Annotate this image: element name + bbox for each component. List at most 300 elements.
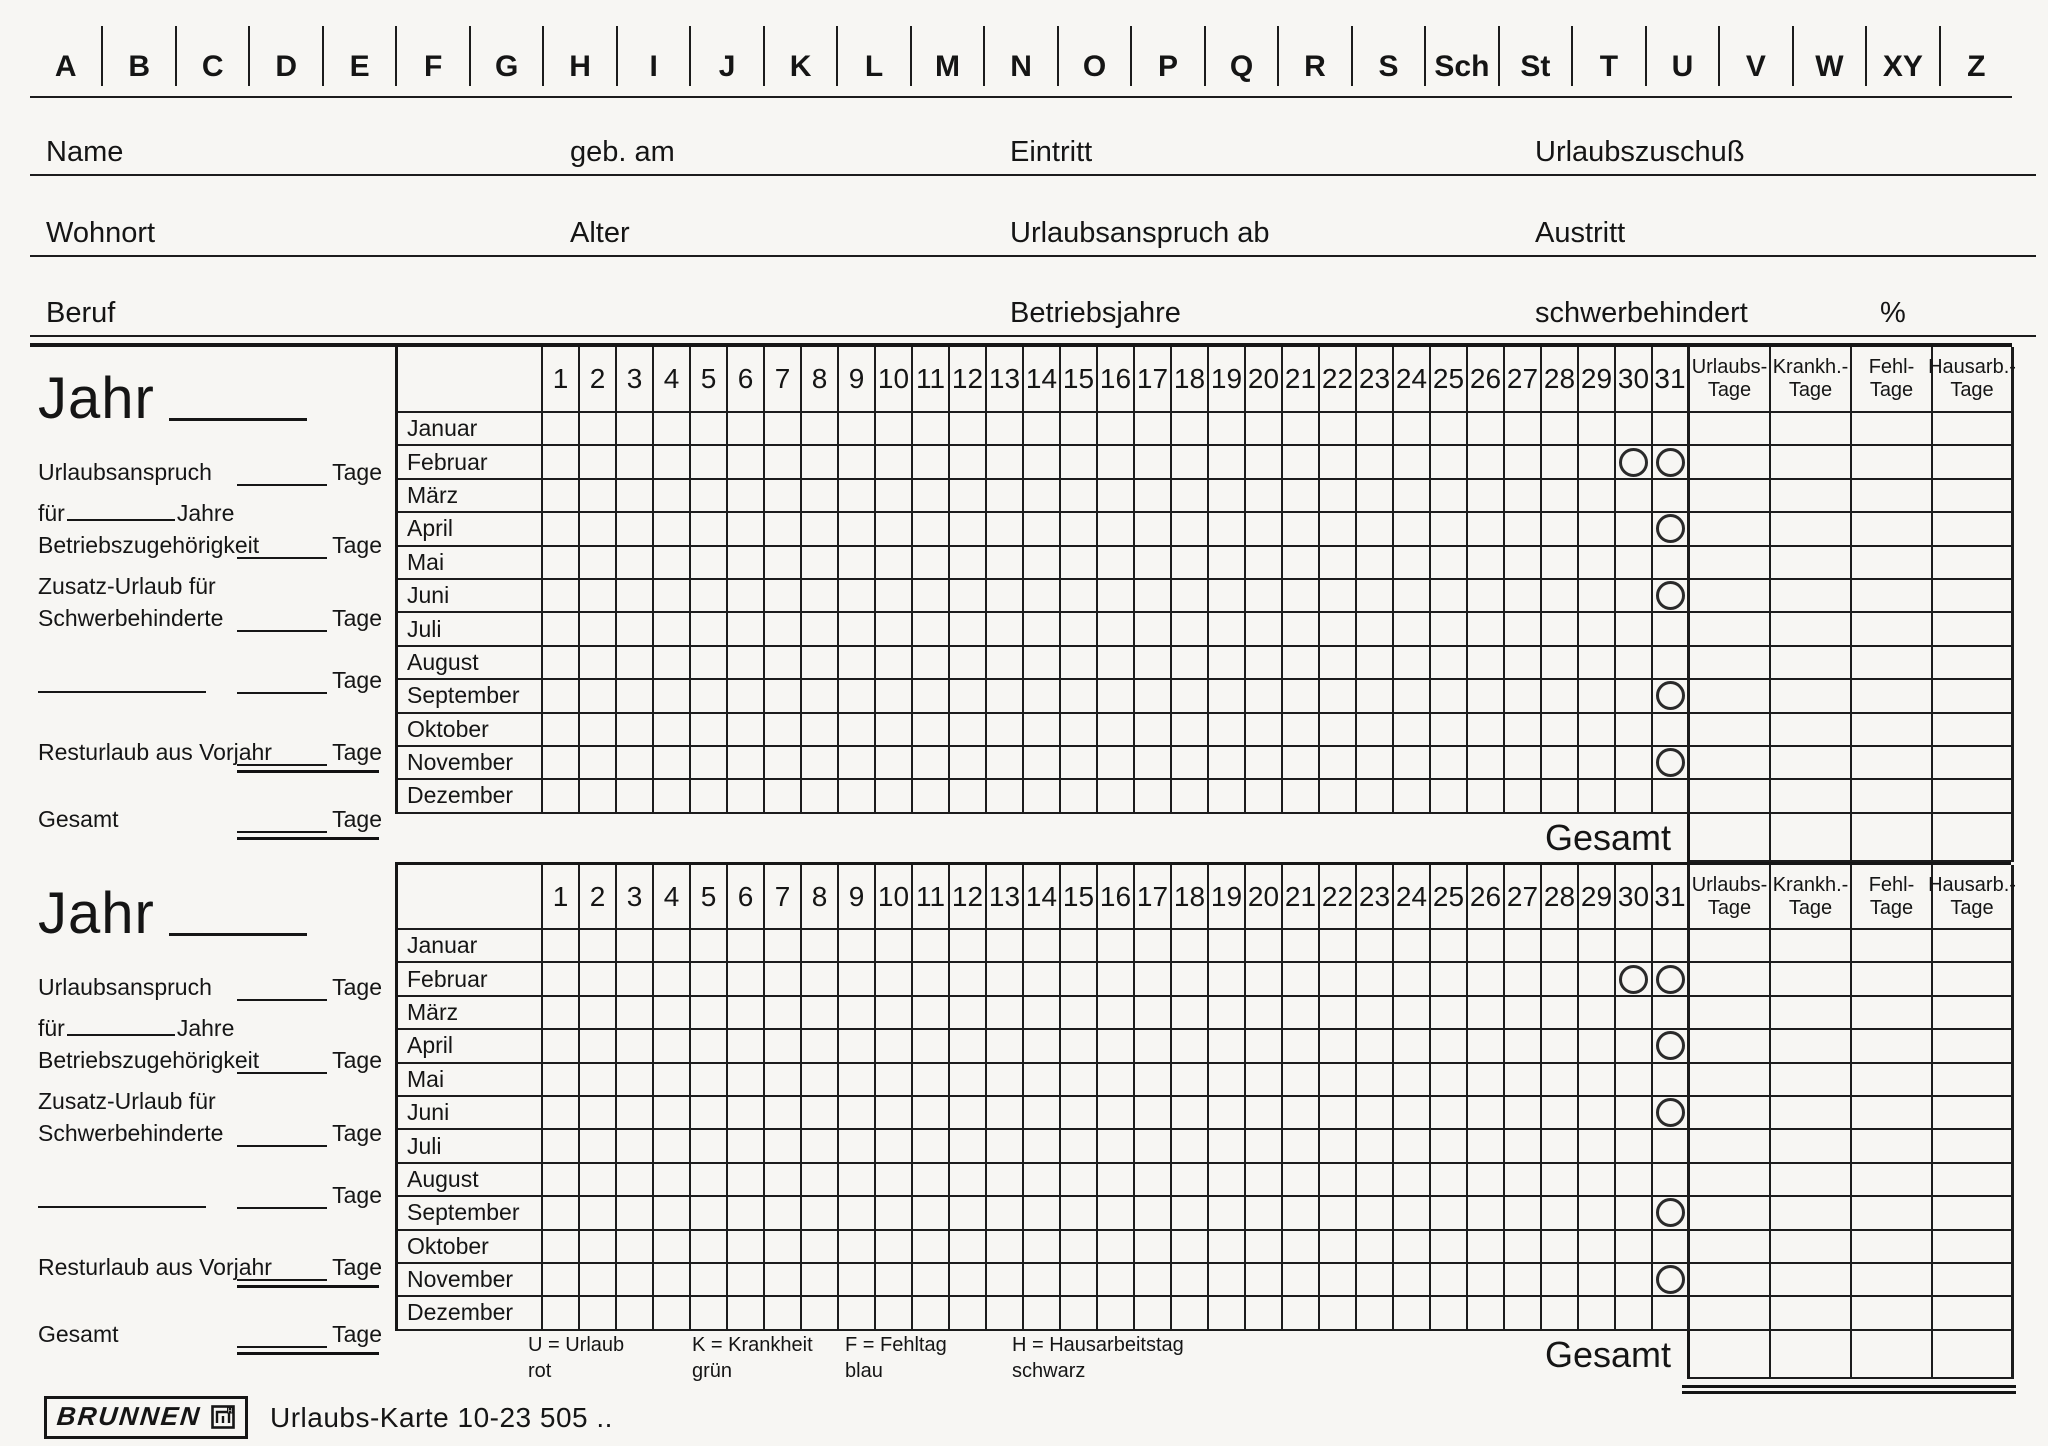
day-cell[interactable] xyxy=(1135,1030,1172,1063)
summary-cell[interactable] xyxy=(1771,513,1852,546)
day-cell[interactable] xyxy=(1653,547,1690,580)
day-cell[interactable] xyxy=(580,413,617,446)
day-cell[interactable] xyxy=(1579,747,1616,780)
day-cell[interactable] xyxy=(839,547,876,580)
day-cell[interactable] xyxy=(691,747,728,780)
day-cell[interactable] xyxy=(765,613,802,646)
day-cell[interactable] xyxy=(654,997,691,1030)
day-cell[interactable] xyxy=(913,446,950,479)
day-cell[interactable] xyxy=(1172,1097,1209,1130)
total-days-fill-line[interactable] xyxy=(237,1322,327,1348)
day-cell[interactable] xyxy=(543,1264,580,1297)
day-cell[interactable] xyxy=(839,1030,876,1063)
day-cell[interactable] xyxy=(1098,1097,1135,1130)
day-cell[interactable] xyxy=(765,413,802,446)
day-cell[interactable] xyxy=(1246,1264,1283,1297)
summary-cell[interactable] xyxy=(1771,480,1852,513)
day-cell[interactable] xyxy=(987,580,1024,613)
day-cell[interactable] xyxy=(617,930,654,963)
summary-cell[interactable] xyxy=(1933,1097,2014,1130)
day-cell[interactable] xyxy=(654,580,691,613)
day-cell[interactable] xyxy=(1616,613,1653,646)
day-cell[interactable] xyxy=(691,1297,728,1330)
day-cell[interactable] xyxy=(1653,1097,1690,1130)
day-cell[interactable] xyxy=(1653,580,1690,613)
summary-cell[interactable] xyxy=(1690,613,1771,646)
day-cell[interactable] xyxy=(1616,680,1653,713)
day-cell[interactable] xyxy=(543,1231,580,1264)
summary-cell[interactable] xyxy=(1933,1030,2014,1063)
day-cell[interactable] xyxy=(1394,1164,1431,1197)
day-cell[interactable] xyxy=(654,780,691,813)
day-cell[interactable] xyxy=(1098,1164,1135,1197)
day-cell[interactable] xyxy=(1024,580,1061,613)
day-cell[interactable] xyxy=(802,997,839,1030)
day-cell[interactable] xyxy=(1616,1164,1653,1197)
day-cell[interactable] xyxy=(1394,647,1431,680)
day-cell[interactable] xyxy=(802,930,839,963)
day-cell[interactable] xyxy=(1061,1231,1098,1264)
day-cell[interactable] xyxy=(1172,1297,1209,1330)
day-cell[interactable] xyxy=(1505,963,1542,996)
day-cell[interactable] xyxy=(876,780,913,813)
day-cell[interactable] xyxy=(913,963,950,996)
summary-cell[interactable] xyxy=(1771,1231,1852,1264)
day-cell[interactable] xyxy=(1283,413,1320,446)
day-cell[interactable] xyxy=(876,647,913,680)
index-tab-p[interactable]: P xyxy=(1130,26,1203,86)
day-cell[interactable] xyxy=(1616,580,1653,613)
years-fill-line[interactable] xyxy=(67,499,175,521)
day-cell[interactable] xyxy=(765,930,802,963)
day-cell[interactable] xyxy=(543,413,580,446)
day-cell[interactable] xyxy=(1357,1264,1394,1297)
summary-cell[interactable] xyxy=(1690,647,1771,680)
day-cell[interactable] xyxy=(913,1164,950,1197)
day-cell[interactable] xyxy=(1135,1064,1172,1097)
day-cell[interactable] xyxy=(839,997,876,1030)
day-cell[interactable] xyxy=(1616,963,1653,996)
day-cell[interactable] xyxy=(1172,547,1209,580)
day-cell[interactable] xyxy=(1468,480,1505,513)
day-cell[interactable] xyxy=(543,446,580,479)
day-cell[interactable] xyxy=(617,647,654,680)
summary-cell[interactable] xyxy=(1771,580,1852,613)
day-cell[interactable] xyxy=(1357,513,1394,546)
day-cell[interactable] xyxy=(950,547,987,580)
day-cell[interactable] xyxy=(580,446,617,479)
summary-cell[interactable] xyxy=(1933,1264,2014,1297)
summary-cell[interactable] xyxy=(1690,680,1771,713)
day-cell[interactable] xyxy=(1357,547,1394,580)
day-cell[interactable] xyxy=(765,1231,802,1264)
day-cell[interactable] xyxy=(728,1264,765,1297)
additional-days-fill-line[interactable] xyxy=(237,1121,327,1147)
day-cell[interactable] xyxy=(1542,1164,1579,1197)
day-cell[interactable] xyxy=(950,747,987,780)
day-cell[interactable] xyxy=(802,680,839,713)
day-cell[interactable] xyxy=(1505,1130,1542,1163)
day-cell[interactable] xyxy=(1024,1197,1061,1230)
summary-cell[interactable] xyxy=(1771,1030,1852,1063)
total-summary-cell[interactable] xyxy=(1771,1331,1852,1379)
day-cell[interactable] xyxy=(1061,714,1098,747)
day-cell[interactable] xyxy=(654,680,691,713)
summary-cell[interactable] xyxy=(1690,963,1771,996)
day-cell[interactable] xyxy=(1061,1097,1098,1130)
day-cell[interactable] xyxy=(876,963,913,996)
entitlement-days-fill-line[interactable] xyxy=(237,975,327,1001)
day-cell[interactable] xyxy=(1209,513,1246,546)
day-cell[interactable] xyxy=(913,647,950,680)
day-cell[interactable] xyxy=(1542,1030,1579,1063)
day-cell[interactable] xyxy=(1542,1197,1579,1230)
day-cell[interactable] xyxy=(1468,930,1505,963)
day-cell[interactable] xyxy=(913,1130,950,1163)
day-cell[interactable] xyxy=(1616,1030,1653,1063)
day-cell[interactable] xyxy=(1431,580,1468,613)
day-cell[interactable] xyxy=(1431,1197,1468,1230)
day-cell[interactable] xyxy=(1579,1064,1616,1097)
day-cell[interactable] xyxy=(1098,1030,1135,1063)
index-tab-z[interactable]: Z xyxy=(1939,26,2012,86)
summary-cell[interactable] xyxy=(1852,1030,1933,1063)
day-cell[interactable] xyxy=(1209,1030,1246,1063)
day-cell[interactable] xyxy=(1468,997,1505,1030)
day-cell[interactable] xyxy=(950,480,987,513)
day-cell[interactable] xyxy=(913,413,950,446)
day-cell[interactable] xyxy=(543,1130,580,1163)
day-cell[interactable] xyxy=(1394,963,1431,996)
day-cell[interactable] xyxy=(1579,647,1616,680)
day-cell[interactable] xyxy=(950,963,987,996)
day-cell[interactable] xyxy=(1098,446,1135,479)
day-cell[interactable] xyxy=(802,1130,839,1163)
day-cell[interactable] xyxy=(1135,613,1172,646)
day-cell[interactable] xyxy=(1098,647,1135,680)
index-tab-j[interactable]: J xyxy=(689,26,762,86)
day-cell[interactable] xyxy=(580,747,617,780)
day-cell[interactable] xyxy=(1320,963,1357,996)
day-cell[interactable] xyxy=(876,413,913,446)
summary-cell[interactable] xyxy=(1771,780,1852,813)
day-cell[interactable] xyxy=(1283,1164,1320,1197)
summary-cell[interactable] xyxy=(1852,963,1933,996)
summary-cell[interactable] xyxy=(1690,1130,1771,1163)
summary-cell[interactable] xyxy=(1771,613,1852,646)
summary-cell[interactable] xyxy=(1852,480,1933,513)
day-cell[interactable] xyxy=(1024,613,1061,646)
day-cell[interactable] xyxy=(1283,930,1320,963)
day-cell[interactable] xyxy=(1246,997,1283,1030)
tenure-days-fill-line[interactable] xyxy=(237,1048,327,1074)
day-cell[interactable] xyxy=(1024,1097,1061,1130)
day-cell[interactable] xyxy=(1320,780,1357,813)
summary-cell[interactable] xyxy=(1771,647,1852,680)
summary-cell[interactable] xyxy=(1852,580,1933,613)
day-cell[interactable] xyxy=(543,997,580,1030)
day-cell[interactable] xyxy=(1209,1130,1246,1163)
day-cell[interactable] xyxy=(1172,714,1209,747)
day-cell[interactable] xyxy=(1653,446,1690,479)
day-cell[interactable] xyxy=(580,613,617,646)
day-cell[interactable] xyxy=(765,963,802,996)
day-cell[interactable] xyxy=(1468,1197,1505,1230)
custom-days-fill-line[interactable] xyxy=(237,668,327,694)
summary-cell[interactable] xyxy=(1771,930,1852,963)
remaining-days-fill-line[interactable] xyxy=(237,740,327,766)
day-cell[interactable] xyxy=(1505,714,1542,747)
day-cell[interactable] xyxy=(654,1064,691,1097)
total-summary-cell[interactable] xyxy=(1852,814,1933,862)
day-cell[interactable] xyxy=(1468,714,1505,747)
day-cell[interactable] xyxy=(1431,1064,1468,1097)
day-cell[interactable] xyxy=(1061,747,1098,780)
day-cell[interactable] xyxy=(1283,580,1320,613)
day-cell[interactable] xyxy=(913,714,950,747)
total-summary-cell[interactable] xyxy=(1852,1331,1933,1379)
day-cell[interactable] xyxy=(728,613,765,646)
day-cell[interactable] xyxy=(617,1130,654,1163)
day-cell[interactable] xyxy=(728,780,765,813)
day-cell[interactable] xyxy=(1246,446,1283,479)
day-cell[interactable] xyxy=(543,1030,580,1063)
custom-entry-fill-line[interactable] xyxy=(38,669,206,693)
day-cell[interactable] xyxy=(1135,446,1172,479)
day-cell[interactable] xyxy=(1579,613,1616,646)
summary-cell[interactable] xyxy=(1933,930,2014,963)
summary-cell[interactable] xyxy=(1933,1130,2014,1163)
day-cell[interactable] xyxy=(876,1164,913,1197)
day-cell[interactable] xyxy=(1357,1231,1394,1264)
day-cell[interactable] xyxy=(580,997,617,1030)
day-cell[interactable] xyxy=(1542,613,1579,646)
index-tab-o[interactable]: O xyxy=(1057,26,1130,86)
day-cell[interactable] xyxy=(950,413,987,446)
day-cell[interactable] xyxy=(617,1231,654,1264)
day-cell[interactable] xyxy=(580,1097,617,1130)
index-tab-d[interactable]: D xyxy=(248,26,321,86)
day-cell[interactable] xyxy=(654,480,691,513)
day-cell[interactable] xyxy=(617,413,654,446)
day-cell[interactable] xyxy=(876,930,913,963)
day-cell[interactable] xyxy=(1172,1130,1209,1163)
day-cell[interactable] xyxy=(580,1264,617,1297)
day-cell[interactable] xyxy=(580,1197,617,1230)
day-cell[interactable] xyxy=(617,1264,654,1297)
day-cell[interactable] xyxy=(1431,714,1468,747)
day-cell[interactable] xyxy=(728,446,765,479)
day-cell[interactable] xyxy=(987,1164,1024,1197)
day-cell[interactable] xyxy=(765,1297,802,1330)
day-cell[interactable] xyxy=(1246,747,1283,780)
day-cell[interactable] xyxy=(1098,997,1135,1030)
day-cell[interactable] xyxy=(617,1064,654,1097)
summary-cell[interactable] xyxy=(1690,747,1771,780)
day-cell[interactable] xyxy=(1616,1264,1653,1297)
summary-cell[interactable] xyxy=(1933,480,2014,513)
day-cell[interactable] xyxy=(1616,446,1653,479)
day-cell[interactable] xyxy=(913,480,950,513)
day-cell[interactable] xyxy=(1246,963,1283,996)
day-cell[interactable] xyxy=(1357,1197,1394,1230)
day-cell[interactable] xyxy=(1653,1197,1690,1230)
day-cell[interactable] xyxy=(1209,714,1246,747)
day-cell[interactable] xyxy=(802,547,839,580)
day-cell[interactable] xyxy=(765,714,802,747)
day-cell[interactable] xyxy=(1542,997,1579,1030)
day-cell[interactable] xyxy=(913,613,950,646)
day-cell[interactable] xyxy=(1061,1264,1098,1297)
day-cell[interactable] xyxy=(1357,1130,1394,1163)
day-cell[interactable] xyxy=(839,1197,876,1230)
remaining-days-fill-line[interactable] xyxy=(237,1255,327,1281)
day-cell[interactable] xyxy=(1098,547,1135,580)
day-cell[interactable] xyxy=(1209,413,1246,446)
day-cell[interactable] xyxy=(580,547,617,580)
day-cell[interactable] xyxy=(1246,1064,1283,1097)
summary-cell[interactable] xyxy=(1690,1231,1771,1264)
day-cell[interactable] xyxy=(580,513,617,546)
day-cell[interactable] xyxy=(1542,930,1579,963)
day-cell[interactable] xyxy=(691,680,728,713)
day-cell[interactable] xyxy=(1394,680,1431,713)
day-cell[interactable] xyxy=(1431,1130,1468,1163)
day-cell[interactable] xyxy=(1468,1030,1505,1063)
day-cell[interactable] xyxy=(1209,997,1246,1030)
day-cell[interactable] xyxy=(1542,580,1579,613)
day-cell[interactable] xyxy=(1505,1197,1542,1230)
day-cell[interactable] xyxy=(913,1030,950,1063)
personal-row-2[interactable] xyxy=(30,182,2036,257)
day-cell[interactable] xyxy=(1135,413,1172,446)
day-cell[interactable] xyxy=(1505,680,1542,713)
day-cell[interactable] xyxy=(1283,997,1320,1030)
day-cell[interactable] xyxy=(1579,513,1616,546)
day-cell[interactable] xyxy=(1579,1231,1616,1264)
day-cell[interactable] xyxy=(580,1231,617,1264)
day-cell[interactable] xyxy=(1135,1264,1172,1297)
day-cell[interactable] xyxy=(1394,446,1431,479)
day-cell[interactable] xyxy=(580,1030,617,1063)
day-cell[interactable] xyxy=(580,930,617,963)
day-cell[interactable] xyxy=(1098,714,1135,747)
day-cell[interactable] xyxy=(987,714,1024,747)
day-cell[interactable] xyxy=(1579,547,1616,580)
day-cell[interactable] xyxy=(1357,1297,1394,1330)
day-cell[interactable] xyxy=(1024,930,1061,963)
day-cell[interactable] xyxy=(728,1097,765,1130)
day-cell[interactable] xyxy=(839,1130,876,1163)
day-cell[interactable] xyxy=(617,997,654,1030)
day-cell[interactable] xyxy=(1357,680,1394,713)
day-cell[interactable] xyxy=(913,680,950,713)
day-cell[interactable] xyxy=(543,780,580,813)
day-cell[interactable] xyxy=(1394,1130,1431,1163)
summary-cell[interactable] xyxy=(1852,413,1933,446)
day-cell[interactable] xyxy=(1579,480,1616,513)
day-cell[interactable] xyxy=(1135,480,1172,513)
day-cell[interactable] xyxy=(839,680,876,713)
day-cell[interactable] xyxy=(1394,513,1431,546)
day-cell[interactable] xyxy=(950,1130,987,1163)
index-tab-h[interactable]: H xyxy=(542,26,615,86)
day-cell[interactable] xyxy=(691,647,728,680)
day-cell[interactable] xyxy=(654,1130,691,1163)
day-cell[interactable] xyxy=(1283,613,1320,646)
day-cell[interactable] xyxy=(1135,647,1172,680)
day-cell[interactable] xyxy=(1061,1297,1098,1330)
day-cell[interactable] xyxy=(839,1264,876,1297)
day-cell[interactable] xyxy=(987,1130,1024,1163)
summary-cell[interactable] xyxy=(1690,1030,1771,1063)
day-cell[interactable] xyxy=(654,647,691,680)
day-cell[interactable] xyxy=(1283,1064,1320,1097)
years-fill-line[interactable] xyxy=(67,1014,175,1036)
day-cell[interactable] xyxy=(1246,1097,1283,1130)
index-tab-c[interactable]: C xyxy=(175,26,248,86)
day-cell[interactable] xyxy=(1579,1264,1616,1297)
custom-days-fill-line[interactable] xyxy=(237,1183,327,1209)
summary-cell[interactable] xyxy=(1771,413,1852,446)
day-cell[interactable] xyxy=(1616,547,1653,580)
day-cell[interactable] xyxy=(1320,1297,1357,1330)
summary-cell[interactable] xyxy=(1771,714,1852,747)
day-cell[interactable] xyxy=(1616,1130,1653,1163)
day-cell[interactable] xyxy=(1616,997,1653,1030)
day-cell[interactable] xyxy=(839,480,876,513)
day-cell[interactable] xyxy=(1394,613,1431,646)
day-cell[interactable] xyxy=(1505,747,1542,780)
day-cell[interactable] xyxy=(1283,747,1320,780)
day-cell[interactable] xyxy=(1394,780,1431,813)
day-cell[interactable] xyxy=(1135,1130,1172,1163)
day-cell[interactable] xyxy=(543,714,580,747)
day-cell[interactable] xyxy=(1320,714,1357,747)
day-cell[interactable] xyxy=(1616,1064,1653,1097)
day-cell[interactable] xyxy=(765,513,802,546)
day-cell[interactable] xyxy=(1542,1297,1579,1330)
day-cell[interactable] xyxy=(691,714,728,747)
day-cell[interactable] xyxy=(1653,1130,1690,1163)
day-cell[interactable] xyxy=(1320,513,1357,546)
day-cell[interactable] xyxy=(876,580,913,613)
day-cell[interactable] xyxy=(691,580,728,613)
day-cell[interactable] xyxy=(876,547,913,580)
day-cell[interactable] xyxy=(839,1297,876,1330)
day-cell[interactable] xyxy=(1246,547,1283,580)
day-cell[interactable] xyxy=(1468,1164,1505,1197)
summary-cell[interactable] xyxy=(1933,446,2014,479)
day-cell[interactable] xyxy=(1431,1264,1468,1297)
day-cell[interactable] xyxy=(543,930,580,963)
summary-cell[interactable] xyxy=(1771,1164,1852,1197)
day-cell[interactable] xyxy=(1135,930,1172,963)
day-cell[interactable] xyxy=(987,1264,1024,1297)
day-cell[interactable] xyxy=(1098,580,1135,613)
day-cell[interactable] xyxy=(913,747,950,780)
day-cell[interactable] xyxy=(1098,780,1135,813)
day-cell[interactable] xyxy=(617,1097,654,1130)
summary-cell[interactable] xyxy=(1771,1064,1852,1097)
day-cell[interactable] xyxy=(1061,997,1098,1030)
index-tab-e[interactable]: E xyxy=(322,26,395,86)
summary-cell[interactable] xyxy=(1690,413,1771,446)
summary-cell[interactable] xyxy=(1690,1164,1771,1197)
day-cell[interactable] xyxy=(1431,780,1468,813)
index-tab-s[interactable]: S xyxy=(1351,26,1424,86)
additional-days-fill-line[interactable] xyxy=(237,606,327,632)
